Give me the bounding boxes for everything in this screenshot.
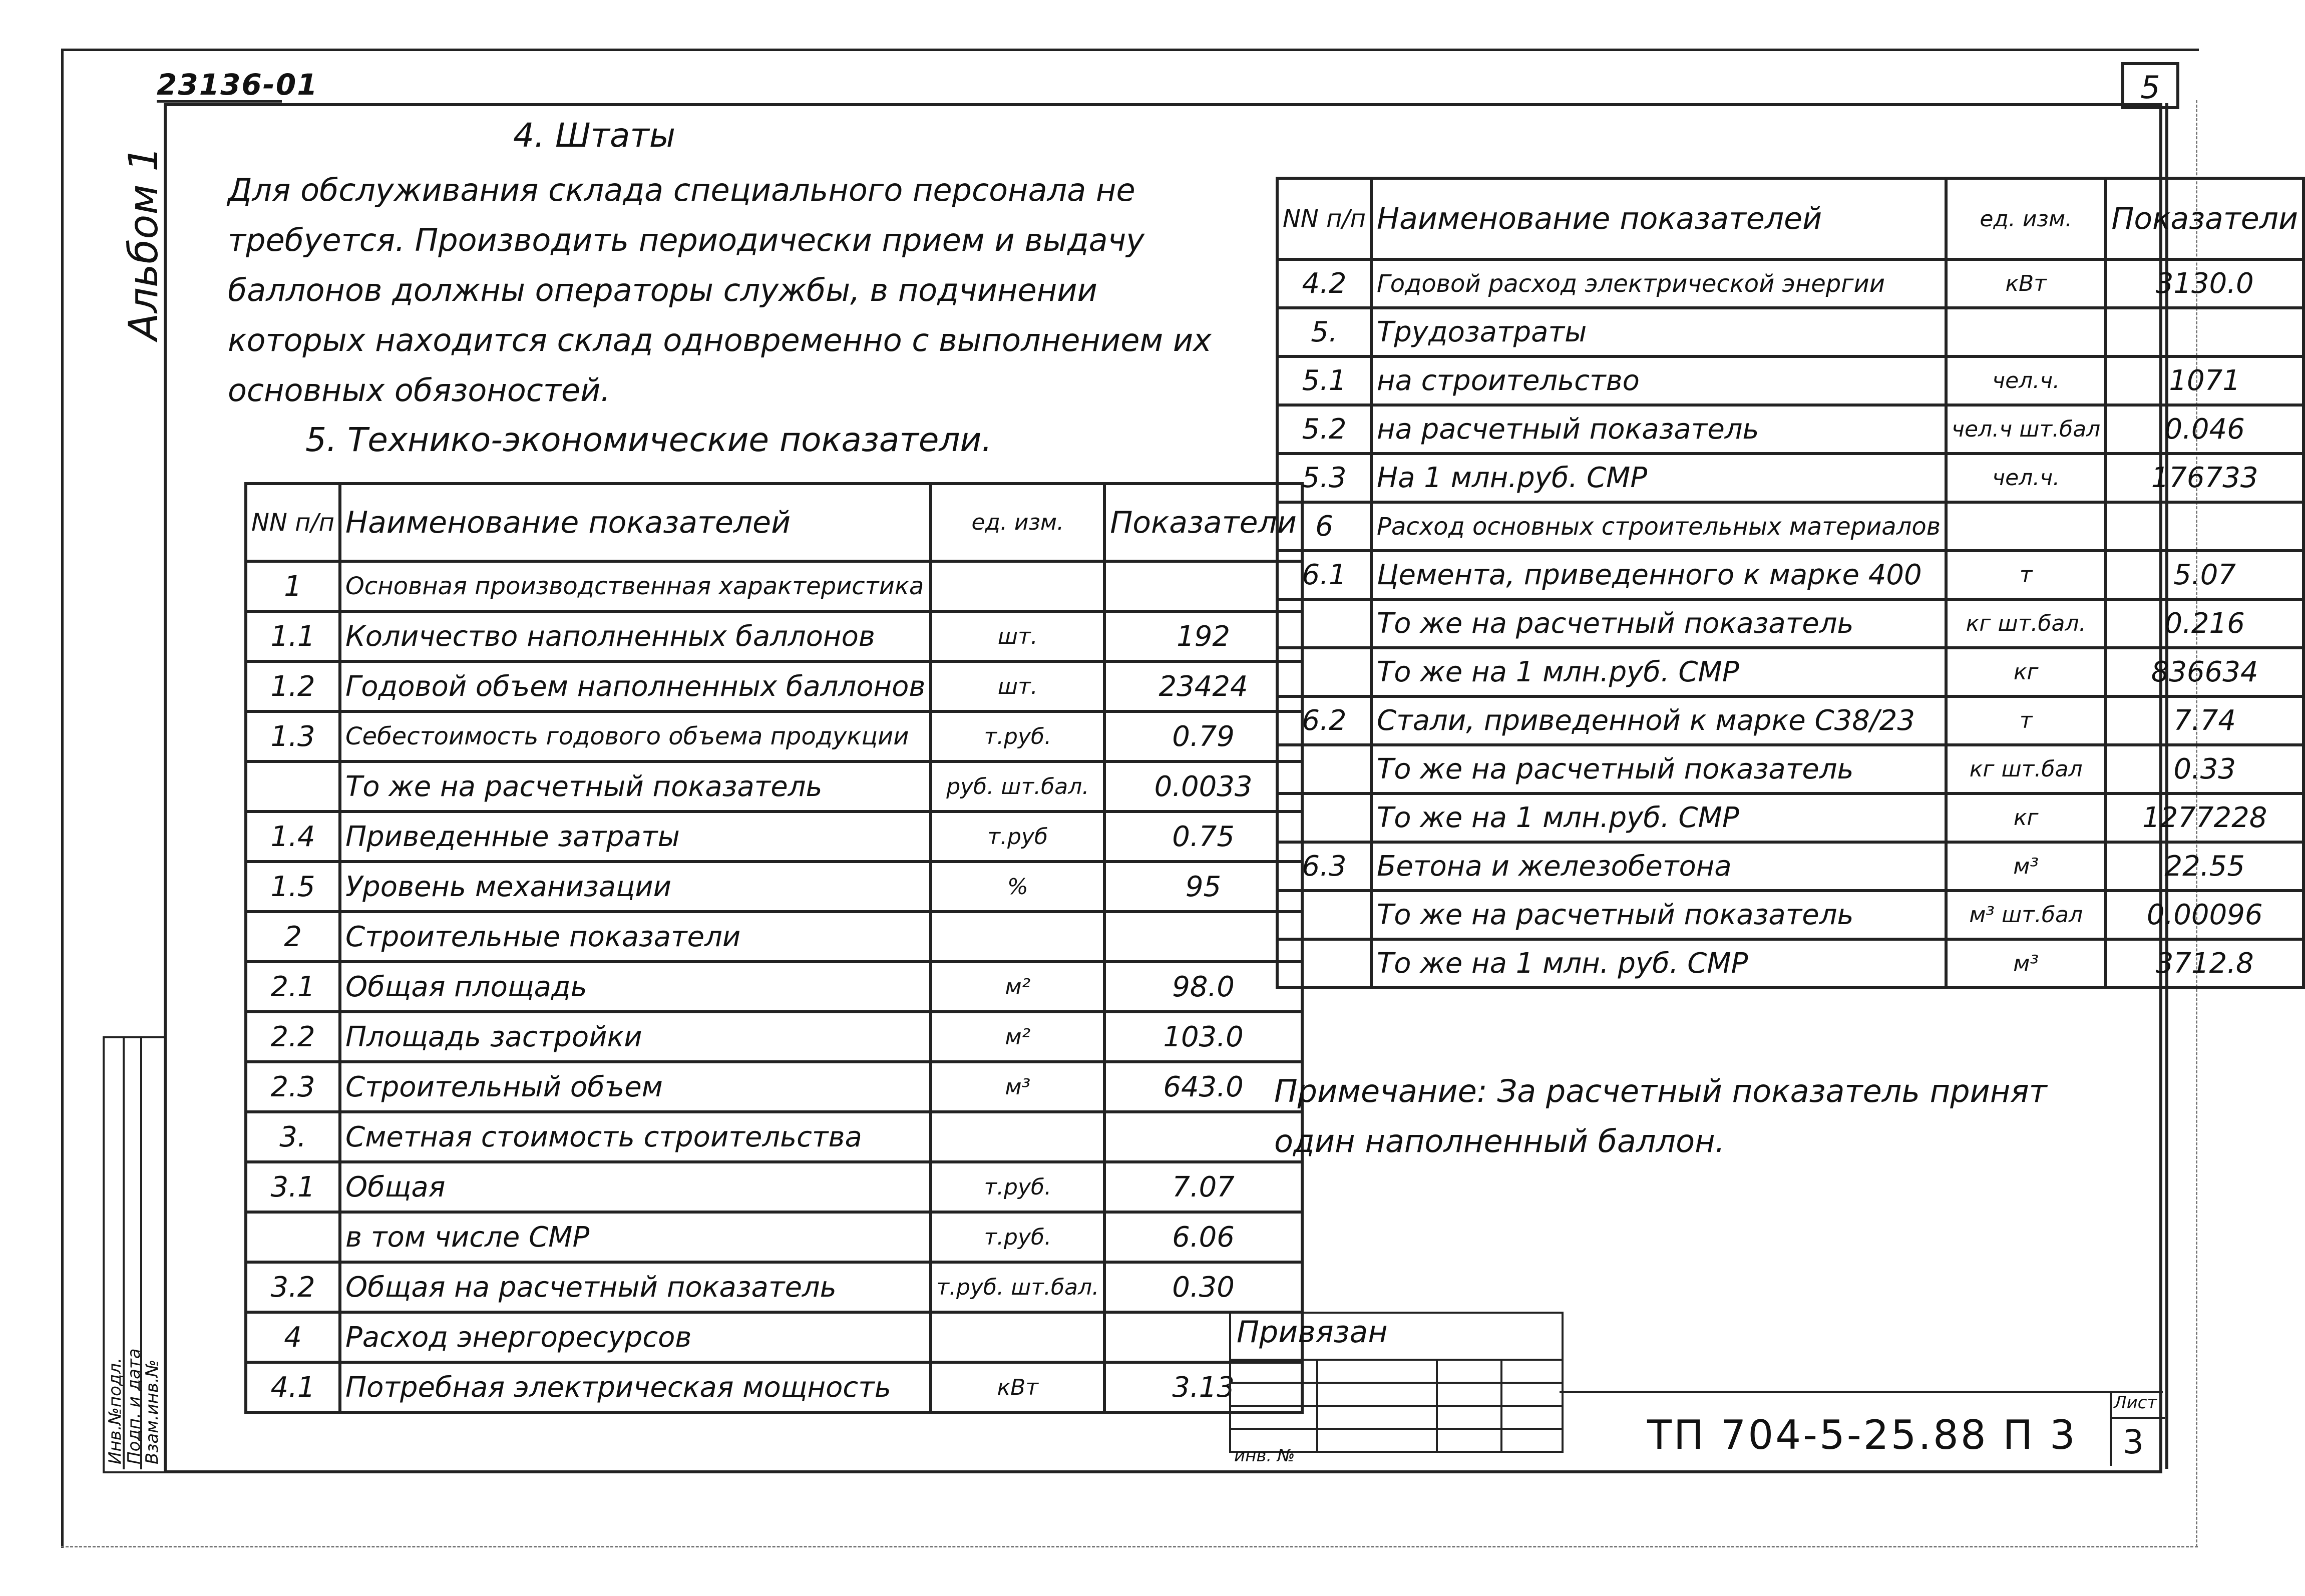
project-code: ТП 704-5-25.88 П 3: [1647, 1412, 2077, 1458]
table-row: [246, 1062, 1302, 1112]
row-value: 0.79: [1104, 711, 1302, 761]
table-row: [1277, 648, 2303, 696]
row-num: [1277, 745, 1371, 793]
row-unit: %: [931, 862, 1104, 912]
row-num: 1.4: [246, 812, 340, 862]
row-name: Стали, приведенной к марке С38/23: [1371, 696, 1946, 745]
row-name: Площадь застройки: [340, 1012, 931, 1062]
row-unit: шт.: [931, 611, 1104, 661]
row-unit: м³: [931, 1062, 1104, 1112]
table-row: [1277, 696, 2303, 745]
row-num: 5.1: [1277, 356, 1371, 405]
table-row: [246, 761, 1302, 812]
table-row: [1277, 405, 2303, 454]
row-unit: [1946, 308, 2106, 356]
row-num: 6: [1277, 502, 1371, 551]
row-unit: кг шт.бал: [1946, 745, 2106, 793]
row-name: Цемента, приведенного к марке 400: [1371, 551, 1946, 599]
table-row: [246, 611, 1302, 661]
table-row: [246, 1262, 1302, 1312]
table-row: [246, 1012, 1302, 1062]
row-num: 5.: [1277, 308, 1371, 356]
row-name: Строительные показатели: [340, 912, 931, 962]
row-unit: м³ шт.бал: [1946, 891, 2106, 939]
side-label-sign: Подп. и дата: [124, 1348, 144, 1464]
row-unit: т.руб.: [931, 1212, 1104, 1262]
row-value: 0.00096: [2106, 891, 2303, 939]
row-name: Общая на расчетный показатель: [340, 1262, 931, 1312]
row-unit: кг: [1946, 793, 2106, 842]
row-num: 3.1: [246, 1162, 340, 1212]
row-value: [2106, 308, 2303, 356]
row-unit: руб. шт.бал.: [931, 761, 1104, 812]
row-name: Общая: [340, 1162, 931, 1212]
header-num: NN п/п: [1277, 178, 1371, 259]
table-row: [1277, 745, 2303, 793]
row-value: 23424: [1104, 661, 1302, 711]
row-num: 1.2: [246, 661, 340, 711]
header-num: NN п/п: [246, 484, 340, 561]
row-name: Годовой расход электрической энергии: [1371, 259, 1946, 308]
row-num: 1.1: [246, 611, 340, 661]
row-unit: кг: [1946, 648, 2106, 696]
document-code: 23136-01: [157, 68, 318, 102]
table-row: [246, 711, 1302, 761]
row-value: 95: [1104, 862, 1302, 912]
table-row: [246, 962, 1302, 1012]
row-value: [2106, 502, 2303, 551]
row-name: Бетона и железобетона: [1371, 842, 1946, 891]
row-value: 1071: [2106, 356, 2303, 405]
table-row: [1277, 308, 2303, 356]
row-name: в том числе СМР: [340, 1212, 931, 1262]
staff-heading: 4. Штаты: [513, 116, 675, 155]
row-name: Трудозатраты: [1371, 308, 1946, 356]
row-num: 4: [246, 1312, 340, 1362]
table-row: [246, 862, 1302, 912]
row-value: 103.0: [1104, 1012, 1302, 1062]
table-row: [1277, 356, 2303, 405]
table-row: [246, 812, 1302, 862]
row-name: Расход энергоресурсов: [340, 1312, 931, 1362]
outer-frame-bottom: [61, 1546, 2198, 1547]
row-name: То же на расчетный показатель: [1371, 599, 1946, 648]
list-divider: [2110, 1417, 2165, 1419]
row-unit: кг шт.бал.: [1946, 599, 2106, 648]
row-unit: [931, 561, 1104, 611]
row-num: 1.3: [246, 711, 340, 761]
row-value: 836634: [2106, 648, 2303, 696]
row-unit: м²: [931, 962, 1104, 1012]
row-num: 3.: [246, 1112, 340, 1162]
row-name: Себестоимость годового объема продукции: [340, 711, 931, 761]
header-name: Наименование показателей: [1371, 178, 1946, 259]
row-name: Приведенные затраты: [340, 812, 931, 862]
row-unit: шт.: [931, 661, 1104, 711]
sheet-number: 5: [2140, 69, 2160, 106]
row-value: 6.06: [1104, 1212, 1302, 1262]
table-row: [246, 1362, 1302, 1412]
row-value: 176733: [2106, 454, 2303, 502]
header-value: Показатели: [2106, 178, 2303, 259]
row-unit: м²: [931, 1012, 1104, 1062]
row-value: 643.0: [1104, 1062, 1302, 1112]
row-unit: [931, 912, 1104, 962]
table-row: [246, 1162, 1302, 1212]
row-name: То же на расчетный показатель: [340, 761, 931, 812]
stamp-label: Привязан: [1237, 1315, 1388, 1350]
row-name: на расчетный показатель: [1371, 405, 1946, 454]
tep-table-right: [1276, 177, 2305, 989]
row-unit: т.руб.: [931, 711, 1104, 761]
header-unit: ед. изм.: [1946, 178, 2106, 259]
tep-heading: 5. Технико-экономические показатели.: [305, 421, 992, 459]
row-num: [1277, 648, 1371, 696]
header-name: Наименование показателей: [340, 484, 931, 561]
tep-table-left: [244, 482, 1304, 1414]
row-name: Расход основных строительных материалов: [1371, 502, 1946, 551]
table-row: [246, 1112, 1302, 1162]
row-name: Уровень механизации: [340, 862, 931, 912]
row-num: 2.1: [246, 962, 340, 1012]
row-num: 4.1: [246, 1362, 340, 1412]
row-num: [246, 761, 340, 812]
table-row: [1277, 259, 2303, 308]
row-name: на строительство: [1371, 356, 1946, 405]
row-unit: т.руб.: [931, 1162, 1104, 1212]
table-row: [246, 912, 1302, 962]
row-value: 1277228: [2106, 793, 2303, 842]
row-name: То же на 1 млн. руб. СМР: [1371, 939, 1946, 988]
row-unit: [931, 1312, 1104, 1362]
list-number: 3: [2123, 1423, 2144, 1461]
row-name: Потребная электрическая мощность: [340, 1362, 931, 1412]
row-unit: чел.ч.: [1946, 454, 2106, 502]
row-num: 2.3: [246, 1062, 340, 1112]
row-value: 5.07: [2106, 551, 2303, 599]
row-name: То же на расчетный показатель: [1371, 745, 1946, 793]
row-unit: кВт: [931, 1362, 1104, 1412]
row-unit: т: [1946, 551, 2106, 599]
row-name: Количество наполненных баллонов: [340, 611, 931, 661]
row-value: 7.07: [1104, 1162, 1302, 1212]
row-num: [1277, 793, 1371, 842]
row-unit: [931, 1112, 1104, 1162]
row-unit: м³: [1946, 939, 2106, 988]
row-value: 0.75: [1104, 812, 1302, 862]
sheet-number-box: [2121, 62, 2179, 109]
row-name: Годовой объем наполненных баллонов: [340, 661, 931, 711]
row-unit: т.руб. шт.бал.: [931, 1262, 1104, 1312]
row-num: 1: [246, 561, 340, 611]
row-unit: кВт: [1946, 259, 2106, 308]
row-unit: т.руб: [931, 812, 1104, 862]
table-row: [246, 1312, 1302, 1362]
row-num: 2: [246, 912, 340, 962]
header-unit: ед. изм.: [931, 484, 1104, 561]
table-row: [1277, 551, 2303, 599]
table-header-row: [246, 484, 1302, 561]
row-unit: т: [1946, 696, 2106, 745]
row-value: 22.55: [2106, 842, 2303, 891]
row-num: 2.2: [246, 1012, 340, 1062]
row-value: 0.33: [2106, 745, 2303, 793]
row-num: [246, 1212, 340, 1262]
table-row: [1277, 599, 2303, 648]
row-name: Основная производственная характеристика: [340, 561, 931, 611]
row-value: 0.046: [2106, 405, 2303, 454]
row-name: Общая площадь: [340, 962, 931, 1012]
staff-text: Для обслуживания склада специального персонала не требуется. Производить периодически прием и выдачу баллонов должны операторы службы, в подчинении которых находится склад одновременно с выполнением их основных обязоностей.: [228, 172, 1212, 409]
row-num: 5.2: [1277, 405, 1371, 454]
note-text: Примечание: За расчетный показатель принят один наполненный баллон.: [1274, 1073, 2047, 1159]
row-num: 6.1: [1277, 551, 1371, 599]
row-value: 3712.8: [2106, 939, 2303, 988]
table-row: [246, 1212, 1302, 1262]
row-value: 3130.0: [2106, 259, 2303, 308]
row-name: То же на расчетный показатель: [1371, 891, 1946, 939]
row-value: [1104, 1112, 1302, 1162]
row-name: Строительный объем: [340, 1062, 931, 1112]
row-name: То же на 1 млн.руб. СМР: [1371, 793, 1946, 842]
side-label-inv: Инв.№подл.: [105, 1358, 125, 1464]
row-unit: м³: [1946, 842, 2106, 891]
row-value: [1104, 912, 1302, 962]
row-name: То же на 1 млн.руб. СМР: [1371, 648, 1946, 696]
album-label: Альбом 1: [120, 146, 167, 340]
table-row: [1277, 939, 2303, 988]
table-row: [1277, 793, 2303, 842]
row-num: 3.2: [246, 1262, 340, 1312]
title-block-line: [1560, 1391, 2163, 1393]
row-num: [1277, 939, 1371, 988]
table-header-row: [1277, 178, 2303, 259]
table-row: [246, 661, 1302, 711]
table-row: [1277, 891, 2303, 939]
row-value: 0.30: [1104, 1262, 1302, 1312]
row-value: 7.74: [2106, 696, 2303, 745]
row-unit: [1946, 502, 2106, 551]
side-label-replace: Взам.инв.№: [142, 1359, 162, 1464]
row-num: 6.2: [1277, 696, 1371, 745]
row-name: На 1 млн.руб. СМР: [1371, 454, 1946, 502]
row-value: 0.216: [2106, 599, 2303, 648]
row-num: [1277, 891, 1371, 939]
row-num: 1.5: [246, 862, 340, 912]
list-label: Лист: [2114, 1393, 2157, 1413]
row-unit: чел.ч шт.бал: [1946, 405, 2106, 454]
row-value: [1104, 561, 1302, 611]
row-name: Сметная стоимость строительства: [340, 1112, 931, 1162]
row-num: 4.2: [1277, 259, 1371, 308]
row-value: 192: [1104, 611, 1302, 661]
header-value: Показатели: [1104, 484, 1302, 561]
row-num: 5.3: [1277, 454, 1371, 502]
row-value: 98.0: [1104, 962, 1302, 1012]
table-row: [1277, 502, 2303, 551]
row-value: 0.0033: [1104, 761, 1302, 812]
table-row: [246, 561, 1302, 611]
row-unit: чел.ч.: [1946, 356, 2106, 405]
row-num: [1277, 599, 1371, 648]
stamp-inv: инв. №: [1234, 1446, 1295, 1466]
row-num: 6.3: [1277, 842, 1371, 891]
table-row: [1277, 842, 2303, 891]
row-value: 3.13: [1104, 1362, 1302, 1412]
document-code-underline: [157, 100, 282, 103]
table-row: [1277, 454, 2303, 502]
